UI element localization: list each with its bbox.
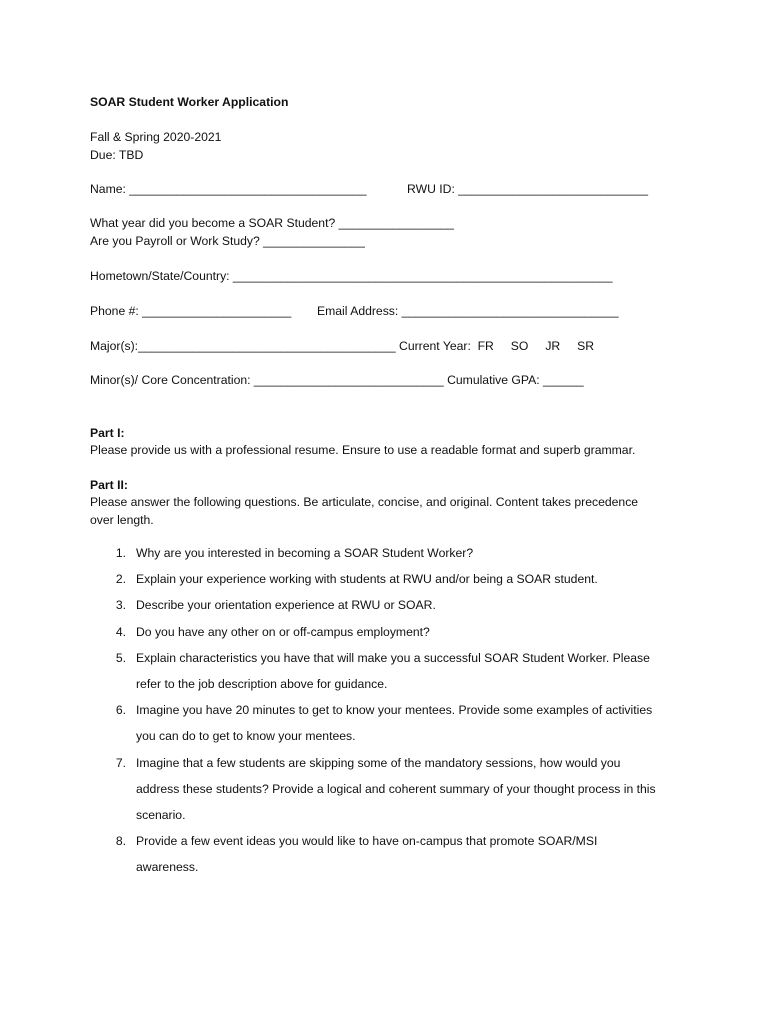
question-text: you can do to get to know your mentees. (136, 729, 356, 743)
question-text: Do you have any other on or off-campus employment? (136, 625, 430, 639)
part1-heading: Part I: (90, 426, 125, 440)
question-text: Provide a few event ideas you would like to have on-campus that promote SOAR/MSI (136, 834, 598, 848)
due-text: Due: TBD (90, 148, 144, 162)
question-number: 2. (115, 572, 126, 586)
question-text: Explain your experience working with students at RWU and/or being a SOAR student. (136, 572, 598, 586)
payroll-field: Are you Payroll or Work Study? _______________ (90, 234, 365, 248)
minors-field: Minor(s)/ Core Concentration: ____________________________ Cumulative GPA: ______ (90, 373, 584, 387)
hometown-field: Hometown/State/Country: ________________________________________________________ (90, 269, 613, 283)
email-field: Email Address: ________________________________ (317, 304, 619, 318)
question-number: 8. (115, 834, 126, 848)
question-text: Describe your orientation experience at RWU or SOAR. (136, 598, 436, 612)
majors-field: Major(s):______________________________________ Current Year: FR SO JR SR (90, 339, 595, 353)
year-became-field: What year did you become a SOAR Student? _________________ (90, 216, 454, 230)
rwu-id-field: RWU ID: ____________________________ (407, 182, 649, 196)
part2-text-line2: over length. (90, 513, 154, 527)
part2-heading: Part II: (90, 478, 128, 492)
question-number: 7. (115, 756, 126, 770)
question-text: Imagine you have 20 minutes to get to know your mentees. Provide some examples of activities (136, 703, 653, 717)
term-text: Fall & Spring 2020-2021 (90, 130, 222, 144)
question-number: 5. (115, 651, 126, 665)
document-title: SOAR Student Worker Application (90, 95, 289, 109)
question-text: refer to the job description above for guidance. (136, 677, 388, 691)
phone-field: Phone #: ______________________ (90, 304, 292, 318)
question-text: address these students? Provide a logical and coherent summary of your thought process in this (136, 782, 656, 796)
part1-text: Please provide us with a professional resume. Ensure to use a readable format and superb grammar. (90, 443, 636, 457)
question-text: Imagine that a few students are skipping some of the mandatory sessions, how would you (136, 756, 621, 770)
part2-text-line1: Please answer the following questions. Be articulate, concise, and original. Content takes precedence (90, 495, 639, 509)
question-text: awareness. (136, 860, 199, 874)
question-text: Why are you interested in becoming a SOAR Student Worker? (136, 546, 474, 560)
question-number: 3. (115, 598, 126, 612)
name-field: Name: ___________________________________ (90, 182, 367, 196)
question-number: 6. (115, 703, 126, 717)
question-text: scenario. (136, 808, 186, 822)
question-number: 4. (115, 625, 126, 639)
question-text: Explain characteristics you have that will make you a successful SOAR Student Worker. Please (136, 651, 650, 665)
question-number: 1. (115, 546, 126, 560)
